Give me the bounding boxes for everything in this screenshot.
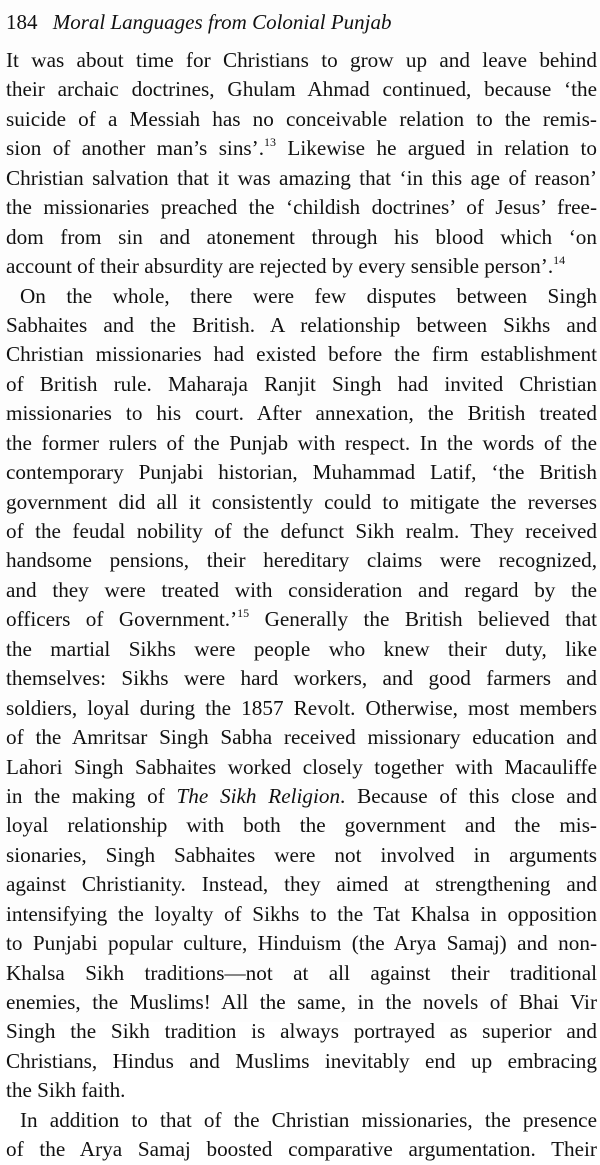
book-title-italic: The Sikh Religion — [176, 783, 341, 808]
text-line — [6, 782, 597, 811]
text-segment: dom from sin and atonement through his blood which ‘on — [6, 224, 597, 249]
text-segment: officers of Government.’ — [6, 607, 238, 632]
text-line — [6, 282, 597, 311]
text-segment: . Because of this close and — [340, 783, 597, 808]
text-segment: enemies, the Muslims! All the same, in the novels of Bhai Vir — [6, 990, 597, 1014]
text-segment: Christian salvation that it was amazing that ‘in this age of reason’ — [6, 165, 597, 190]
text-line — [6, 841, 597, 870]
text-line — [6, 46, 597, 75]
text-segment: contemporary Punjabi historian, Muhammad Latif, ‘the British — [6, 460, 597, 485]
text-segment: of the Arya Samaj boosted comparative argumentation. Their — [6, 1137, 597, 1162]
text-segment: Generally the British believed that — [249, 607, 597, 632]
text-line — [6, 223, 597, 252]
text-line — [6, 694, 597, 723]
text-line — [6, 458, 597, 487]
text-segment: Christians, Hindus and Muslims inevitably end up embracing — [6, 1048, 597, 1073]
text-line — [6, 1076, 597, 1105]
text-segment: the Sikh faith. — [6, 1078, 126, 1103]
body-text — [6, 46, 597, 1165]
text-segment: sion of another man’s sins’. — [6, 136, 265, 161]
text-segment: and they were treated with consideration and regard by the — [6, 577, 597, 602]
text-line — [6, 193, 597, 222]
text-line — [6, 605, 597, 634]
text-line — [6, 488, 597, 517]
text-segment: sionaries, Singh Sabhaites were not involved in arguments — [6, 842, 597, 867]
text-line — [6, 900, 597, 929]
footnote-marker: 14 — [553, 253, 566, 268]
text-segment: to Punjabi popular culture, Hinduism (the Arya Samaj) and non- — [6, 931, 597, 956]
text-line — [6, 134, 597, 163]
text-segment: loyal relationship with both the government and the mis- — [6, 813, 597, 838]
text-segment: intensifying the loyalty of Sikhs to the Tat Khalsa in opposition — [6, 901, 597, 926]
text-segment: soldiers, loyal during the 1857 Revolt. Otherwise, most members — [6, 695, 597, 720]
text-line — [6, 164, 597, 193]
text-line — [6, 546, 597, 575]
text-segment: It was about time for Christians to grow up and leave behind — [6, 48, 597, 72]
text-line — [6, 576, 597, 605]
text-line — [6, 753, 597, 782]
text-line — [6, 988, 597, 1017]
text-segment: government did all it consistently could to mitigate the reverses — [6, 489, 597, 514]
text-line — [6, 311, 597, 340]
text-segment: their archaic doctrines, Ghulam Ahmad continued, because ‘the — [6, 77, 597, 102]
text-segment: against Christianity. Instead, they aimed at strengthening and — [6, 872, 597, 897]
text-line — [6, 635, 597, 664]
footnote-marker: 13 — [264, 135, 277, 150]
running-title: Moral Languages from Colonial Punjab — [52, 10, 392, 34]
text-segment: themselves: Sikhs were hard workers, and good farmers and — [6, 666, 597, 691]
text-line — [6, 870, 597, 899]
text-segment: handsome pensions, their hereditary claims were recognized, — [6, 548, 597, 573]
text-segment: Sabhaites and the British. A relationship between Sikhs and — [6, 312, 597, 337]
text-line — [6, 429, 597, 458]
text-segment: Singh the Sikh tradition is always portrayed as superior and — [6, 1019, 597, 1044]
text-segment: in the making of — [6, 783, 177, 808]
page-number: 184 — [6, 10, 38, 34]
text-segment: Lahori Singh Sabhaites worked closely together with Macauliffe — [6, 754, 597, 779]
text-line — [6, 811, 597, 840]
page-header — [6, 6, 594, 38]
text-line — [6, 252, 597, 281]
text-line — [6, 75, 597, 104]
text-line — [6, 105, 597, 134]
text-segment: of British rule. Maharaja Ranjit Singh had invited Christian — [6, 371, 597, 396]
text-segment: Christian missionaries had existed before the firm establishment — [6, 342, 597, 367]
text-segment: of the feudal nobility of the defunct Sikh realm. They received — [6, 519, 597, 543]
text-segment: Likewise he argued in relation to — [276, 136, 597, 161]
text-segment: On the whole, there were few disputes between Singh — [20, 283, 597, 308]
text-segment: the missionaries preached the ‘childish doctrines’ of Jesus’ free- — [6, 195, 597, 220]
text-segment: Khalsa Sikh traditions—not at all against their traditional — [6, 960, 597, 985]
text-segment: the former rulers of the Punjab with respect. In the words of the — [6, 430, 597, 455]
text-line — [6, 959, 597, 988]
text-line — [6, 517, 597, 546]
text-line — [6, 340, 597, 369]
text-line — [6, 1047, 597, 1076]
text-line — [6, 399, 597, 428]
footnote-marker: 15 — [237, 606, 250, 621]
text-line — [6, 929, 597, 958]
text-segment: missionaries to his court. After annexation, the British treated — [6, 401, 597, 426]
text-segment: suicide of a Messiah has no conceivable relation to the remis- — [6, 106, 597, 131]
text-line — [6, 664, 597, 693]
text-line — [6, 1135, 597, 1164]
text-line — [6, 370, 597, 399]
text-segment: the martial Sikhs were people who knew their duty, like — [6, 636, 597, 661]
text-segment: of the Amritsar Singh Sabha received missionary education and — [6, 725, 597, 750]
text-line — [6, 723, 597, 752]
text-segment: In addition to that of the Christian missionaries, the presence — [20, 1107, 597, 1132]
text-segment: account of their absurdity are rejected by every sensible person’. — [6, 254, 554, 279]
text-line — [6, 1106, 597, 1135]
